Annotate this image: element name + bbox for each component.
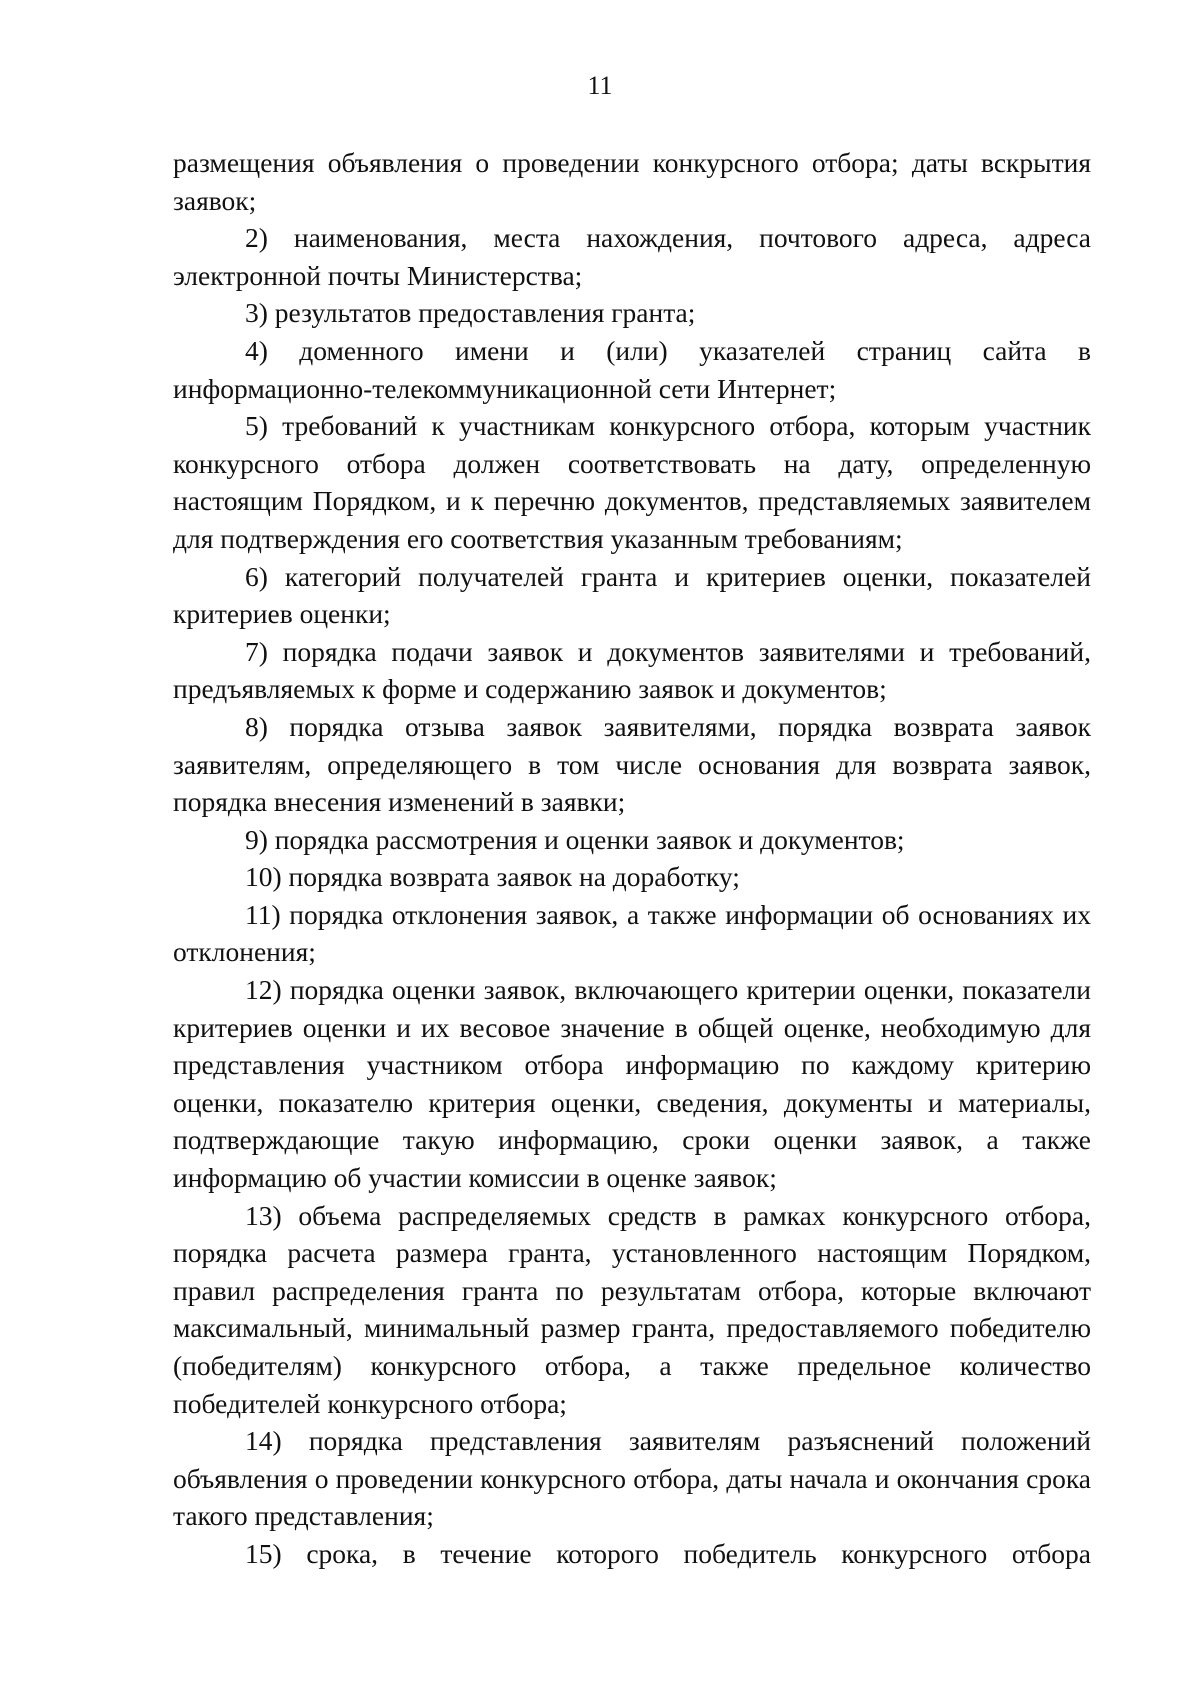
- list-item-5: 5) требований к участникам конкурсного отбора, которым участник конкурсного отбора должен соответствовать на дату, определенную настоящим Порядком, и к перечню документов, представляемых заявителем для подтверждения его соответствия указанным требованиям;: [173, 410, 1091, 554]
- list-item-2: 2) наименования, места нахождения, почтового адреса, адреса электронной почты Министерства;: [173, 222, 1091, 291]
- list-item-15: 15) срока, в течение которого победитель конкурсного отбора: [245, 1537, 1091, 1569]
- list-item-12: 12) порядка оценки заявок, включающего критерии оценки, показатели критериев оценки и их весовое значение в общей оценке, необходимую для представления участником отбора информацию по каждому критерию оценки, показателю критерия оценки, сведения, документы и материалы, подтверждающие такую информацию, сроки оценки заявок, а также информацию об участии комиссии в оценке заявок;: [173, 974, 1091, 1194]
- paragraph-continuation: размещения объявления о проведении конкурсного отбора; даты вскрытия заявок;: [173, 147, 1091, 216]
- list-item-6: 6) категорий получателей гранта и критериев оценки, показателей критериев оценки;: [173, 560, 1091, 630]
- list-item-14: 14) порядка представления заявителям разъяснений положений объявления о проведении конкурсного отбора, даты начала и окончания срока такого представления;: [173, 1425, 1091, 1532]
- list-item-13: 13) объема распределяемых средств в рамках конкурсного отбора, порядка расчета размера гранта, установленного настоящим Порядком, правил распределения гранта по результатам отбора, которые включают максимальный, минимальный размер гранта, предоставляемого победителю (победителям) конкурсного отбора, а также предельное количество победителей конкурсного отбора;: [173, 1199, 1091, 1419]
- list-item-10: 10) порядка возврата заявок на доработку;: [245, 861, 740, 893]
- document-body: [173, 144, 1091, 1573]
- list-item-3: 3) результатов предоставления гранта;: [245, 297, 696, 329]
- list-item-9: 9) порядка рассмотрения и оценки заявок и документов;: [245, 823, 905, 855]
- page-number: 11: [587, 71, 613, 100]
- list-item-4: 4) доменного имени и (или) указателей страниц сайта в информационно-телекоммуникационной сети Интернет;: [173, 334, 1091, 404]
- list-item-11: 11) порядка отклонения заявок, а также информации об основаниях их отклонения;: [173, 898, 1091, 968]
- list-item-7: 7) порядка подачи заявок и документов заявителями и требований, предъявляемых к форме и содержанию заявок и документов;: [173, 635, 1091, 705]
- list-item-8: 8) порядка отзыва заявок заявителями, порядка возврата заявок заявителям, определяющего в том числе основания для возврата заявок, порядка внесения изменений в заявки;: [173, 710, 1091, 818]
